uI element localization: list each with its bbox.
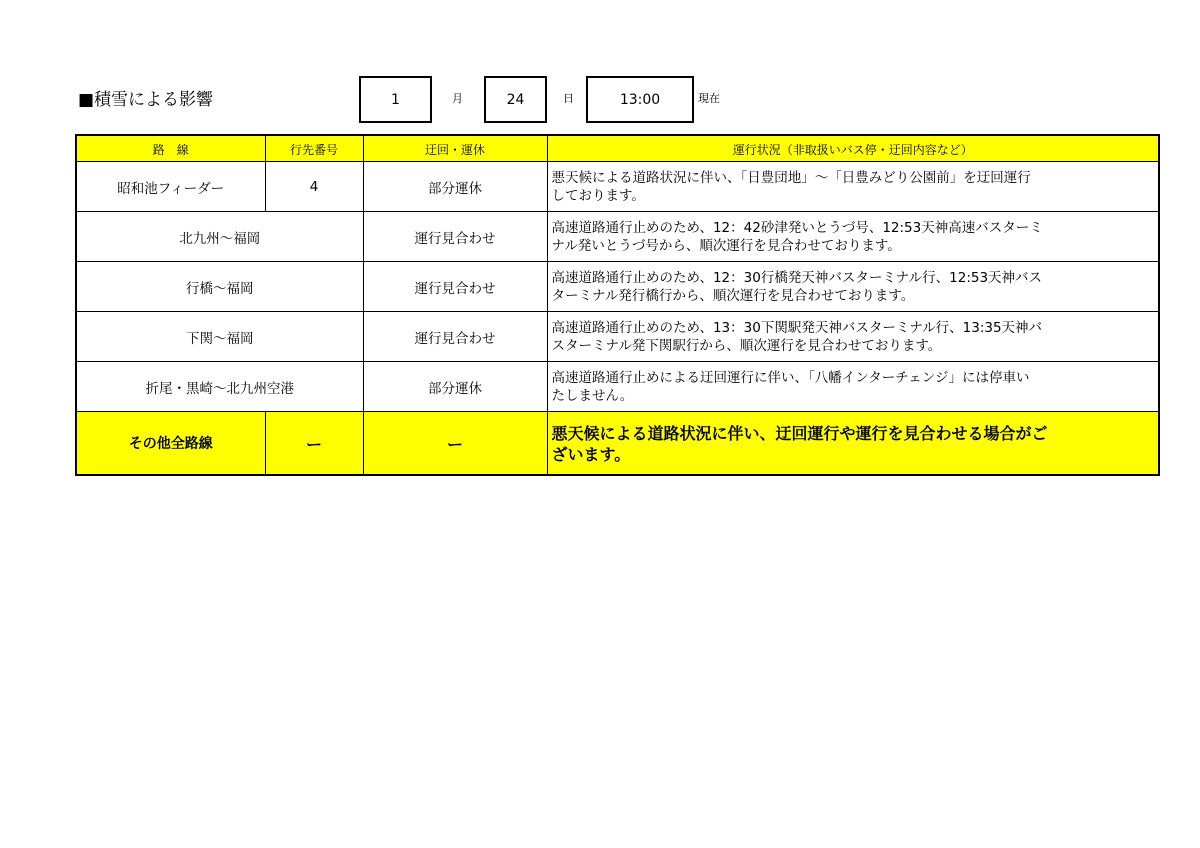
route-cell: その他全路線 [76,412,265,476]
status-cell [547,312,1159,362]
month-value: 1 [391,91,400,108]
detour-suspension-cell: 部分運休 [363,162,547,212]
route-cell: 北九州～福岡 [76,212,363,262]
detour-suspension-cell: 運行見合わせ [363,312,547,362]
route-cell: 折尾・黒崎～北九州空港 [76,362,363,412]
status-line: 高速道路通行止めのため、12：30行橋発天神バスターミナル行、12:53天神バス [551,269,1043,286]
status-line: しております。 [551,187,645,204]
status-line: スターミナル発下関駅行から、順次運行を見合わせております。 [551,337,942,354]
time-value: 13:00 [619,91,661,108]
day-value: 24 [506,91,525,108]
status-line: 悪天候による道路状況に伴い、「日豊団地」～「日豊みどり公園前」を迂回運行 [551,169,1031,186]
status-line: ナル発いとうづ号から、順次運行を見合わせております。 [551,237,901,254]
status-cell [547,162,1159,212]
day-unit: 日 [563,92,574,105]
detour-suspension-cell: ー [363,412,547,476]
header-detour-suspension: 迂回・運休 [363,135,547,162]
destination-number-cell: 4 [265,162,363,212]
month-unit: 月 [452,92,463,105]
table-row [76,262,1159,312]
page-title: ■積雪による影響 [78,90,214,110]
table-row [76,212,1159,262]
route-cell: 昭和池フィーダー [76,162,265,212]
detour-suspension-cell: 部分運休 [363,362,547,412]
header-row [76,135,1159,162]
route-cell: 行橋～福岡 [76,262,363,312]
status-line: 高速道路通行止めによる迂回運行に伴い、「八幡インターチェンジ」には停車い [551,369,1030,386]
time-box [586,76,694,123]
header-destination-number: 行先番号 [265,135,363,162]
route-cell: 下関～福岡 [76,312,363,362]
other-routes-row [76,412,1159,476]
status-cell [547,262,1159,312]
month-box [359,76,432,123]
day-box [484,76,547,123]
status-cell [547,212,1159,262]
status-line: ざいます。 [551,445,631,464]
table-row [76,362,1159,412]
destination-number-cell: ー [265,412,363,476]
header-route: 路 線 [76,135,265,162]
header-operation-status: 運行状況（非取扱いバス停・迂回内容など） [547,135,1159,162]
time-suffix: 現在 [698,92,720,105]
status-cell [547,412,1159,476]
detour-suspension-cell: 運行見合わせ [363,212,547,262]
status-cell [547,362,1159,412]
table-row [76,162,1159,212]
status-line: 高速道路通行止めのため、12：42砂津発いとうづ号、12:53天神高速バスターミ [551,219,1043,236]
status-line: 悪天候による道路状況に伴い、迂回運行や運行を見合わせる場合がご [551,424,1048,443]
status-line: ターミナル発行橋行から、順次運行を見合わせております。 [551,287,915,304]
status-line: たしません。 [551,387,634,404]
status-line: 高速道路通行止めのため、13：30下関駅発天神バスターミナル行、13:35天神バ [551,319,1043,336]
detour-suspension-cell: 運行見合わせ [363,262,547,312]
status-table [75,134,1160,476]
table-row [76,312,1159,362]
